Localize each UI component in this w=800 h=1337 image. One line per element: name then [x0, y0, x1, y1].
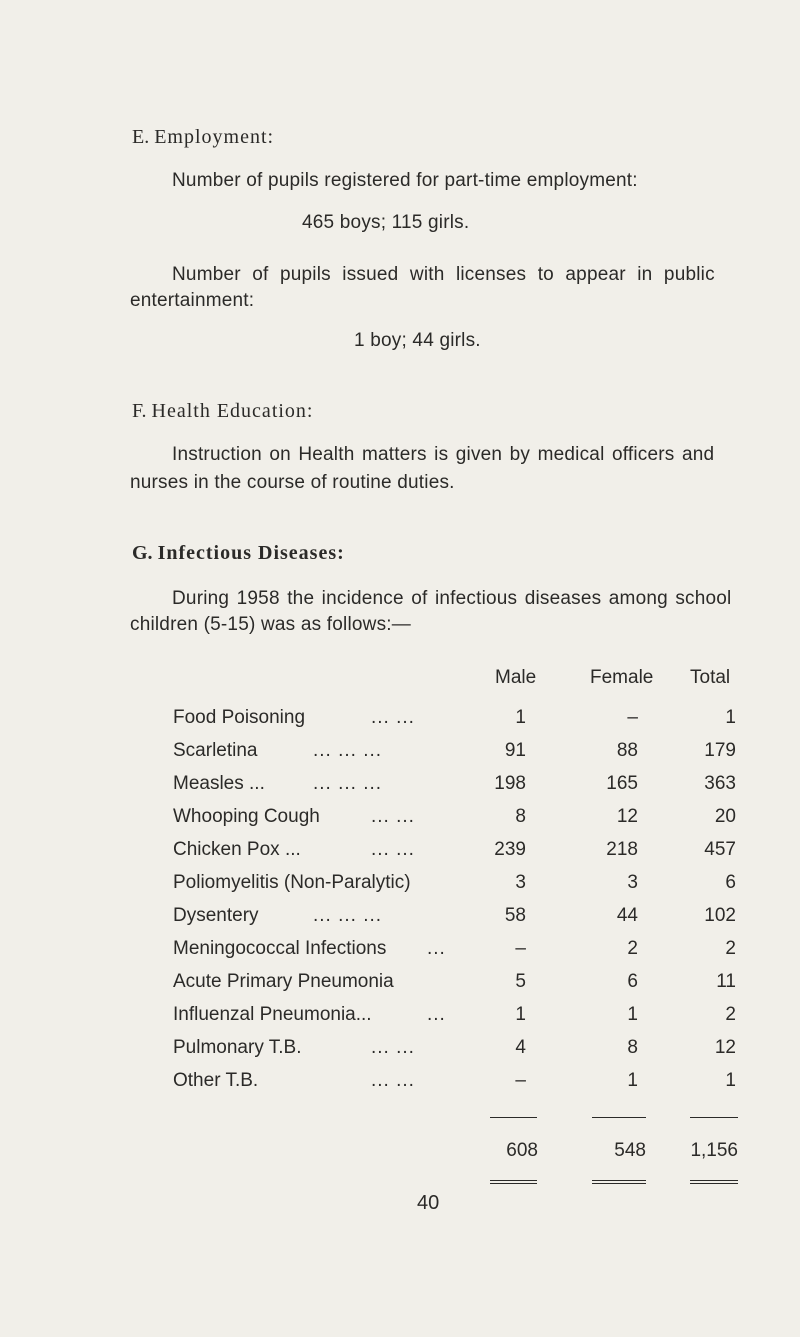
row-dots: ... ... — [371, 1070, 415, 1091]
row-female: 8 — [627, 1037, 638, 1058]
row-total: 2 — [725, 1004, 736, 1025]
row-label: Chicken Pox ... — [173, 839, 301, 860]
row-male: – — [515, 938, 526, 959]
row-label: Acute Primary Pneumonia — [173, 971, 394, 992]
row-label: Other T.B. — [173, 1070, 259, 1091]
row-total: 102 — [704, 905, 736, 926]
total-rule-female — [592, 1117, 646, 1118]
section-e-letter: E. — [132, 126, 150, 148]
section-e-line2: 465 boys; 115 girls. — [302, 212, 470, 233]
row-male: 4 — [515, 1037, 526, 1058]
row-male: 1 — [515, 1004, 526, 1025]
row-total: 179 — [704, 740, 736, 761]
row-male: 1 — [515, 707, 526, 728]
row-dots: ... ... ... — [313, 905, 383, 926]
row-label: Meningococcal Infections — [173, 938, 387, 959]
section-g-line1b: children (5-15) was as follows:— — [130, 614, 411, 635]
row-male: 5 — [515, 971, 526, 992]
row-male: 58 — [504, 905, 526, 926]
total-total: 1,156 — [690, 1140, 738, 1161]
row-dots: ... ... — [371, 707, 415, 728]
row-female: 88 — [616, 740, 638, 761]
double-rule-female-bottom — [592, 1183, 646, 1184]
section-e-heading — [132, 126, 274, 149]
section-e-line3a: Number of pupils issued with licenses to appear in public — [172, 264, 715, 285]
header-male: Male — [495, 667, 537, 688]
section-f-heading — [132, 400, 313, 423]
row-female: 12 — [616, 806, 638, 827]
row-female: 1 — [627, 1004, 638, 1025]
double-rule-female-top — [592, 1180, 646, 1181]
row-label: Food Poisoning — [173, 707, 306, 728]
row-male: 239 — [494, 839, 526, 860]
section-f-line1a: Instruction on Health matters is given by medical officers and — [172, 444, 715, 465]
row-label: Influenzal Pneumonia... — [173, 1004, 372, 1025]
section-g-title: Infectious Diseases: — [157, 542, 345, 564]
page-number: 40 — [417, 1192, 440, 1214]
section-e-line1: Number of pupils registered for part-time employment: — [172, 170, 638, 191]
row-dots: ... ... — [371, 839, 415, 860]
row-female: 2 — [627, 938, 638, 959]
row-female: 1 — [627, 1070, 638, 1091]
row-total: 6 — [725, 872, 736, 893]
section-g-heading — [132, 542, 345, 565]
row-total: 363 — [704, 773, 736, 794]
row-female: 165 — [606, 773, 638, 794]
row-male: 91 — [504, 740, 526, 761]
section-e-line4: 1 boy; 44 girls. — [354, 330, 481, 351]
row-total: 11 — [716, 971, 736, 992]
row-female: 44 — [616, 905, 638, 926]
row-dots: ... ... ... — [313, 740, 383, 761]
row-male: 8 — [515, 806, 526, 827]
row-total: 1 — [725, 1070, 736, 1091]
row-label: Measles ... — [173, 773, 265, 794]
row-label: Scarletina — [173, 740, 258, 761]
row-dots: ... ... — [371, 806, 415, 827]
double-rule-male-top — [490, 1180, 537, 1181]
total-male: 608 — [506, 1140, 538, 1161]
row-dots: ... — [427, 1004, 446, 1025]
section-e-line3b: entertainment: — [130, 290, 255, 311]
row-label: Pulmonary T.B. — [173, 1037, 302, 1058]
double-rule-total-bottom — [690, 1183, 738, 1184]
section-f-letter: F. — [132, 400, 147, 422]
row-total: 12 — [714, 1037, 736, 1058]
row-label: Whooping Cough — [173, 806, 320, 827]
row-male: – — [515, 1070, 526, 1091]
row-total: 1 — [725, 707, 736, 728]
row-female: – — [627, 707, 638, 728]
row-label: Poliomyelitis (Non-Paralytic) — [173, 872, 411, 893]
section-f-title: Health Education: — [151, 400, 314, 422]
header-female: Female — [590, 667, 654, 688]
row-male: 198 — [494, 773, 526, 794]
section-f-line1b: nurses in the course of routine duties. — [130, 472, 455, 493]
row-dots: ... — [427, 938, 446, 959]
section-g-letter: G. — [132, 542, 153, 564]
total-rule-total — [690, 1117, 738, 1118]
header-total: Total — [690, 667, 731, 688]
double-rule-total-top — [690, 1180, 738, 1181]
total-rule-male — [490, 1117, 537, 1118]
row-total: 20 — [714, 806, 736, 827]
row-male: 3 — [515, 872, 526, 893]
section-e-title: Employment: — [154, 126, 275, 148]
row-dots: ... ... ... — [313, 773, 383, 794]
section-g-line1a: During 1958 the incidence of infectious diseases among school — [172, 588, 732, 609]
row-total: 457 — [704, 839, 736, 860]
row-label: Dysentery — [173, 905, 259, 926]
row-total: 2 — [725, 938, 736, 959]
row-female: 3 — [627, 872, 638, 893]
double-rule-male-bottom — [490, 1183, 537, 1184]
row-dots: ... ... — [371, 1037, 415, 1058]
row-female: 6 — [627, 971, 638, 992]
row-female: 218 — [606, 839, 638, 860]
total-female: 548 — [614, 1140, 646, 1161]
